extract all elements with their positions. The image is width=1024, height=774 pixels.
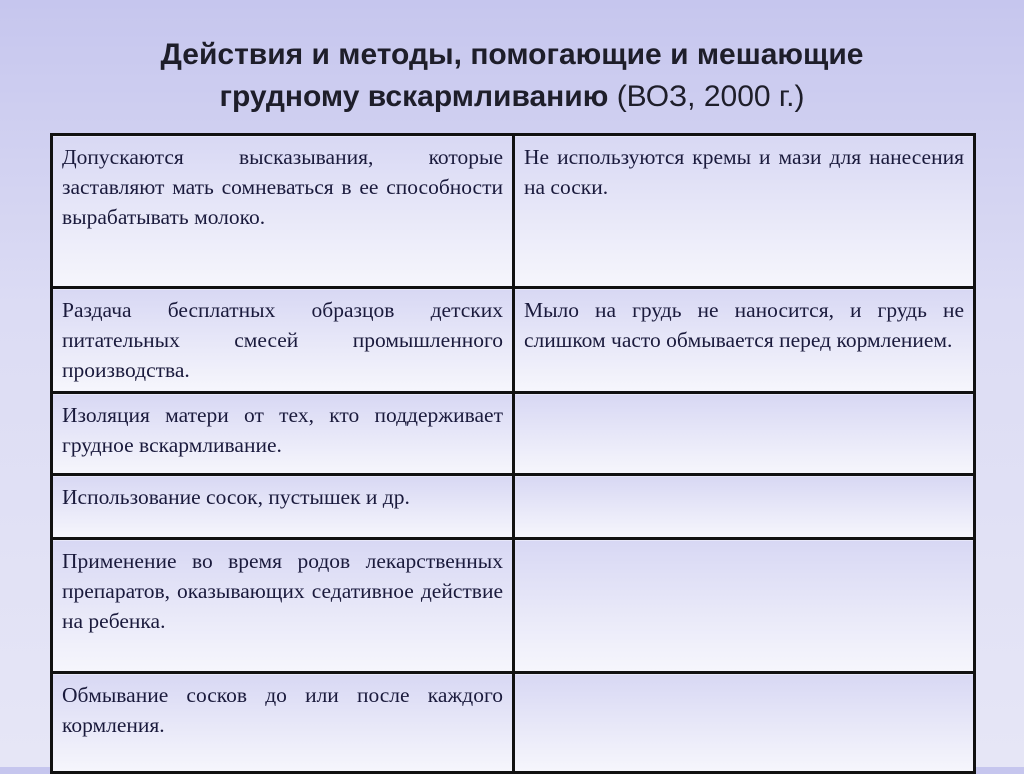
table-cell: Обмывание сосков до или после каждого кормления.	[52, 673, 514, 773]
comparison-table	[50, 133, 976, 774]
table-cell: Мыло на грудь не наносится, и грудь не слишком часто обмывается перед кормлением.	[514, 288, 975, 393]
title-bold-part: грудному вскармливанию	[219, 80, 609, 113]
table-cell: Использование сосок, пустышек и др.	[52, 475, 514, 539]
table-cell: Не используются кремы и мази для нанесения на соски.	[514, 135, 975, 288]
table-row	[52, 475, 975, 539]
table-row	[52, 539, 975, 673]
table-row	[52, 135, 975, 288]
table-cell	[514, 673, 975, 773]
table-cell	[514, 475, 975, 539]
table-cell	[514, 393, 975, 475]
slide-title	[0, 34, 1024, 118]
table-cell: Изоляция матери от тех, кто поддерживает грудное вскармливание.	[52, 393, 514, 475]
table-row	[52, 393, 975, 475]
table-cell: Допускаются высказывания, которые заставляют мать сомневаться в ее способности вырабатывать молоко.	[52, 135, 514, 288]
table-row	[52, 673, 975, 773]
title-source: (ВОЗ, 2000 г.)	[608, 80, 805, 113]
table-cell: Раздача бесплатных образцов детских питательных смесей промышленного производства.	[52, 288, 514, 393]
title-line-1: Действия и методы, помогающие и мешающие	[160, 38, 864, 71]
title-line-2	[0, 76, 1024, 118]
table-cell	[514, 539, 975, 673]
table-row	[52, 288, 975, 393]
table-cell: Применение во время родов лекарственных препаратов, оказывающих седативное действие на ребенка.	[52, 539, 514, 673]
